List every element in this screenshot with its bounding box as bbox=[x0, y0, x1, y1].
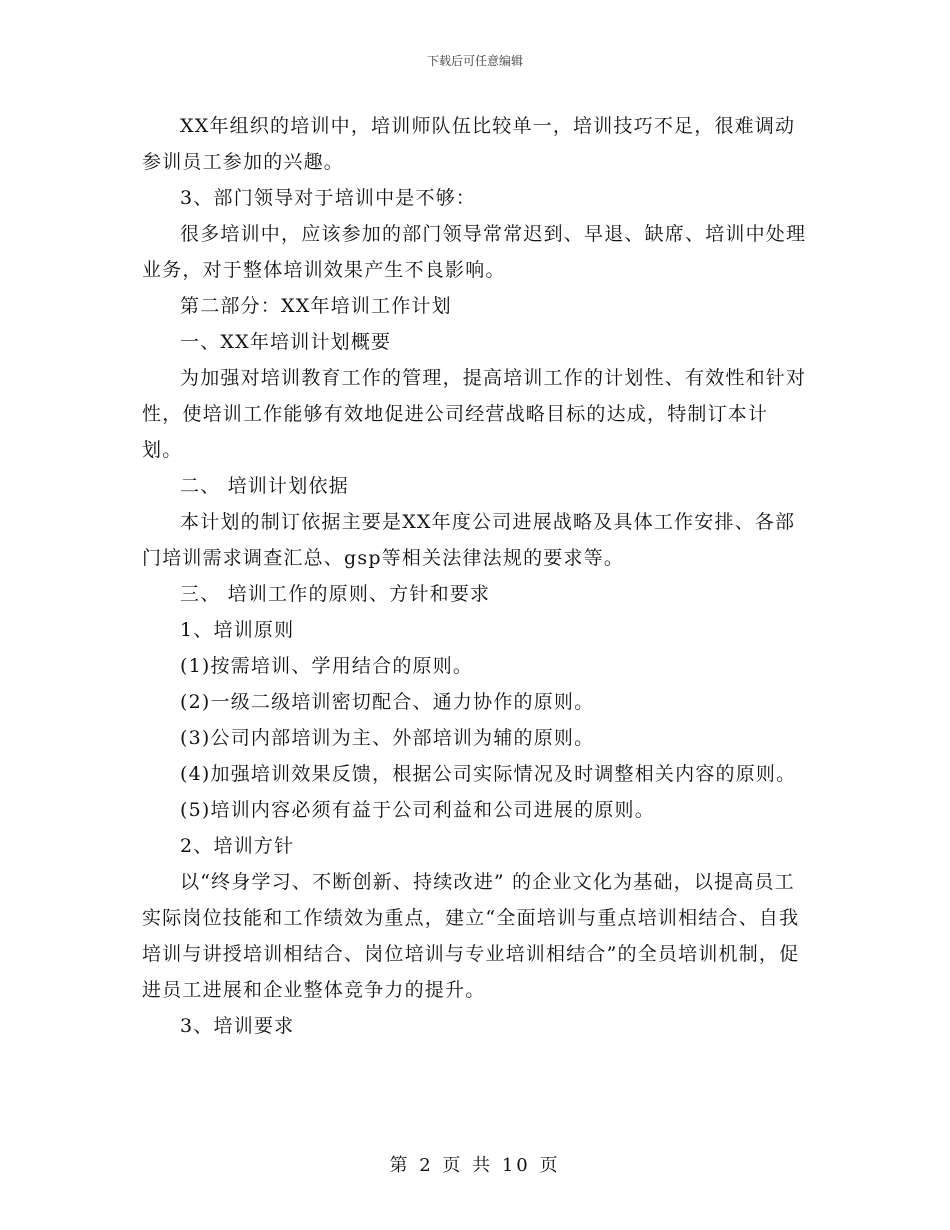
subsection-heading: 3、培训要求 bbox=[180, 1015, 295, 1037]
list-item: (1)按需培训、学用结合的原则。 bbox=[180, 655, 474, 677]
paragraph: 很多培训中，应该参加的部门领导常常迟到、早退、缺席、培训中处理业务，对于整体培训效果产生不良影响。 bbox=[142, 223, 807, 281]
list-item: (5)培训内容必须有益于公司利益和公司进展的原则。 bbox=[180, 799, 655, 821]
document-body bbox=[142, 108, 808, 1044]
subsection-heading: 2、培训方针 bbox=[180, 835, 295, 857]
paragraph: 本计划的制订依据主要是XX年度公司进展战略及具体工作安排、各部门培训需求调查汇总、gsp等相关法律法规的要求等。 bbox=[142, 511, 796, 569]
paragraph: 为加强对培训教育工作的管理，提高培训工作的计划性、有效性和针对性，使培训工作能够有效地促进公司经营战略目标的达成，特制订本计划。 bbox=[142, 367, 807, 461]
section-heading: 二、 培训计划依据 bbox=[180, 475, 349, 497]
section-heading: 一、XX年培训计划概要 bbox=[180, 331, 392, 353]
list-item: (2)一级二级培训密切配合、通力协作的原则。 bbox=[180, 691, 595, 713]
paragraph: 3、部门领导对于培训中是不够： bbox=[180, 187, 477, 209]
paragraph: 以“终身学习、不断创新、持续改进” 的企业文化为基础，以提高员工实际岗位技能和工作绩效为重点，建立“全面培训与重点培训相结合、自我培训与讲授培训相结合、岗位培训与专业培训相结合”的全员培训机制，促进员工进展和企业整体竞争力的提升。 bbox=[142, 871, 800, 1001]
paragraph: XX年组织的培训中，培训师队伍比较单一，培训技巧不足，很难调动参训员工参加的兴趣。 bbox=[142, 115, 796, 173]
page-header: 下载后可任意编辑 bbox=[426, 54, 523, 68]
section-heading: 第二部分：XX年培训工作计划 bbox=[180, 295, 452, 317]
subsection-heading: 1、培训原则 bbox=[180, 619, 295, 641]
page-number: 第 2 页 共 10 页 bbox=[389, 1155, 561, 1176]
list-item: (4)加强培训效果反馈，根据公司实际情况及时调整相关内容的原则。 bbox=[180, 763, 797, 785]
section-heading: 三、 培训工作的原则、方针和要求 bbox=[180, 583, 491, 605]
list-item: (3)公司内部培训为主、外部培训为辅的原则。 bbox=[180, 727, 595, 749]
